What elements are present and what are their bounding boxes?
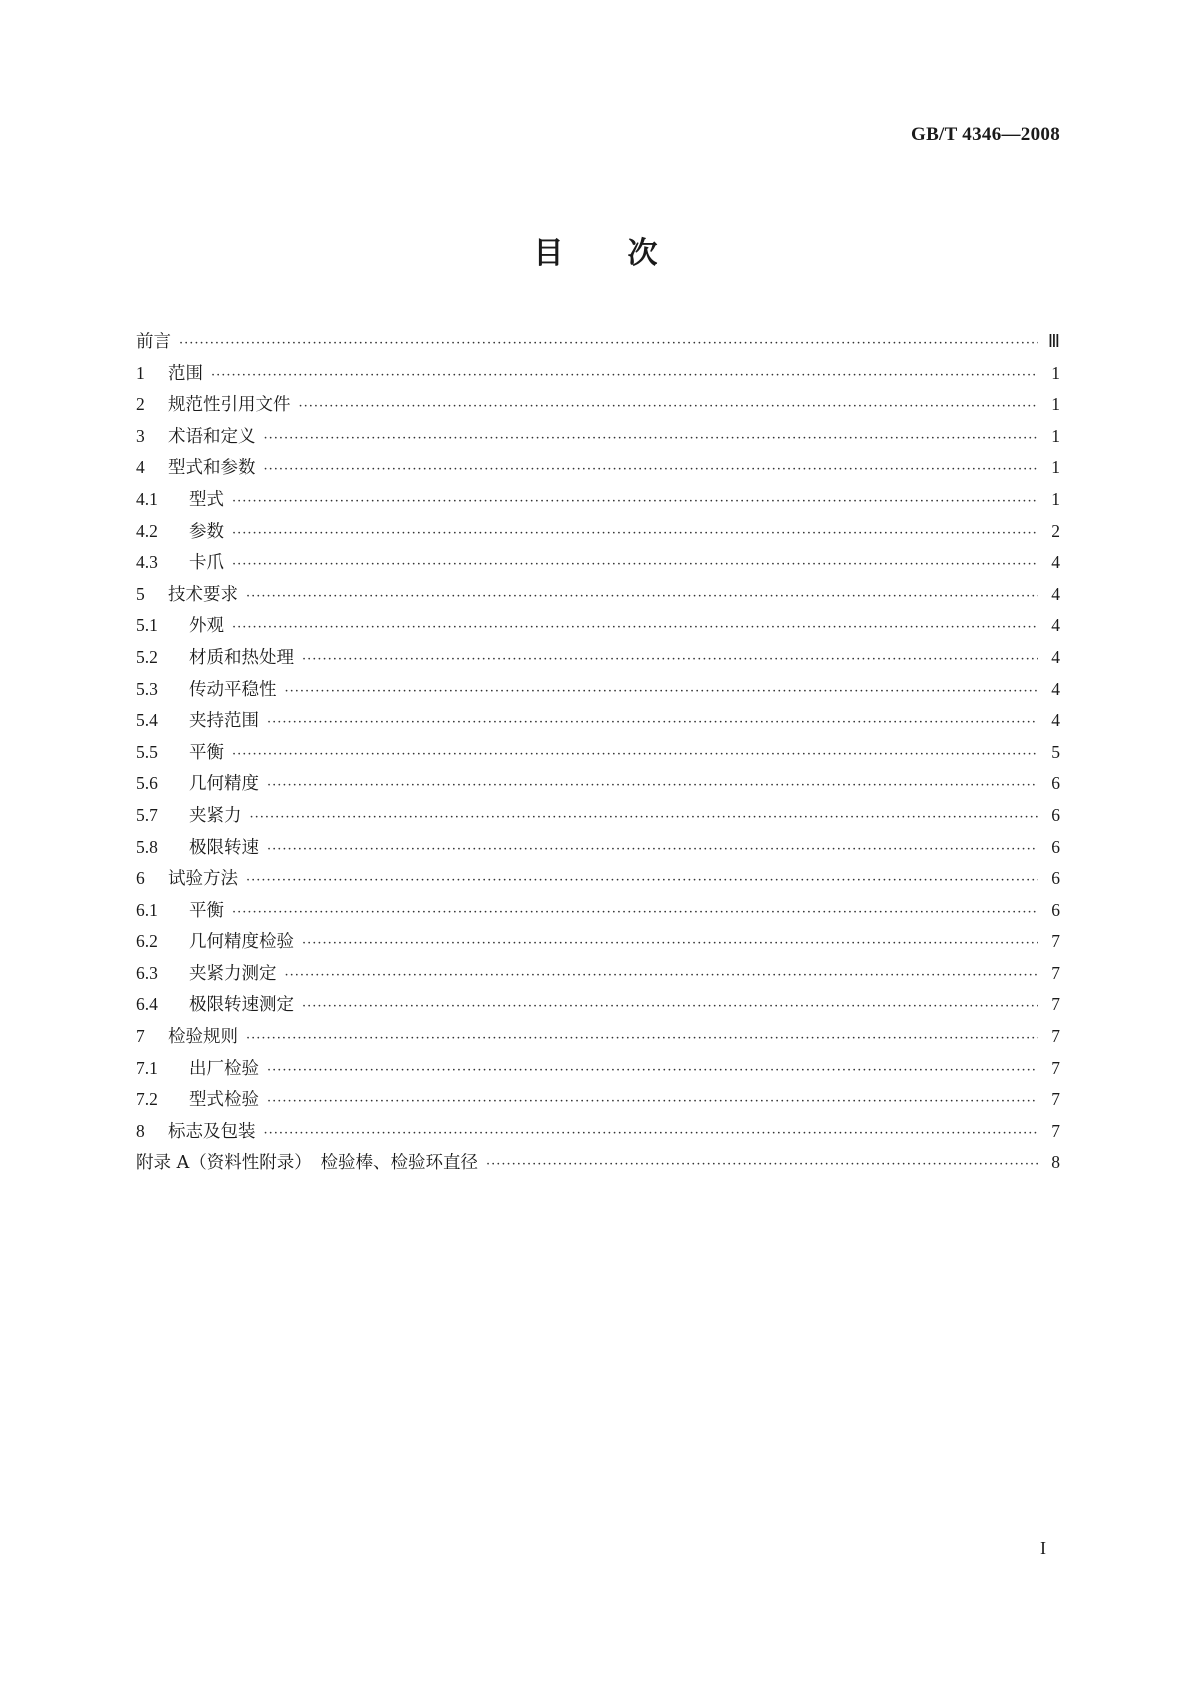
toc-entry-label: 几何精度 — [189, 774, 259, 795]
toc-entry-label: 参数 — [189, 521, 224, 542]
toc-entry-label: 术语和定义 — [168, 426, 256, 447]
toc-entry-page: 7 — [1051, 1026, 1060, 1047]
toc-entry-page: 2 — [1051, 520, 1060, 541]
toc-entry-page: 7 — [1051, 962, 1060, 983]
toc-entry-label: 型式和参数 — [168, 458, 256, 479]
toc-entry-label: 检验规则 — [168, 1027, 238, 1048]
toc-entry-number: 6.3 — [136, 962, 158, 983]
dot-leader — [285, 968, 1039, 983]
dot-leader — [232, 905, 1038, 920]
dot-leader — [246, 589, 1038, 604]
toc-entry-number: 5.5 — [136, 741, 158, 762]
toc-entry[interactable] — [136, 1118, 1060, 1150]
toc-entry-number: 8 — [136, 1120, 145, 1141]
toc-entry[interactable] — [136, 1149, 1060, 1181]
toc-entry-number: 4.2 — [136, 520, 158, 541]
dot-leader — [302, 936, 1038, 951]
toc-entry-number: 5 — [136, 583, 145, 604]
toc-entry-label: 平衡 — [189, 742, 224, 763]
toc-entry-page: 7 — [1051, 931, 1060, 952]
dot-leader — [264, 1126, 1039, 1141]
dot-leader — [267, 778, 1038, 793]
toc-entry[interactable] — [136, 1023, 1060, 1055]
title-char: 目 — [533, 236, 564, 271]
dot-leader — [179, 336, 1038, 351]
toc-entry-number: 5.7 — [136, 804, 158, 825]
dot-leader — [264, 462, 1039, 477]
toc-entry[interactable] — [136, 360, 1060, 392]
toc-entry-label: 夹持范围 — [189, 711, 259, 732]
dot-leader — [232, 494, 1038, 509]
toc-entry-label: 平衡 — [189, 900, 224, 921]
toc-entry-number: 4.3 — [136, 552, 158, 573]
dot-leader — [267, 1063, 1038, 1078]
toc-entry[interactable] — [136, 897, 1060, 929]
toc-entry-page: 6 — [1051, 868, 1060, 889]
toc-entry-number: 2 — [136, 394, 145, 415]
toc-entry-page: 7 — [1051, 1089, 1060, 1110]
toc-entry-page: 1 — [1051, 394, 1060, 415]
toc-entry-number: 5.1 — [136, 615, 158, 636]
toc-entry-page: 1 — [1051, 362, 1060, 383]
toc-entry-page: 6 — [1051, 773, 1060, 794]
toc-entry-label: 夹紧力测定 — [189, 963, 277, 984]
toc-entry[interactable] — [136, 707, 1060, 739]
dot-leader — [232, 747, 1038, 762]
toc-entry-page: 4 — [1051, 615, 1060, 636]
dot-leader — [486, 1157, 1038, 1172]
toc-entry[interactable] — [136, 770, 1060, 802]
toc-entry-label: 外观 — [189, 616, 224, 637]
toc-entry-label: 几何精度检验 — [189, 932, 294, 953]
toc-entry[interactable] — [136, 802, 1060, 834]
toc-entry[interactable] — [136, 865, 1060, 897]
toc-entry[interactable] — [136, 454, 1060, 486]
page-folio: I — [1040, 1538, 1046, 1558]
toc-entry-page: 7 — [1051, 1057, 1060, 1078]
toc-entry-number: 6.2 — [136, 931, 158, 952]
toc-entry[interactable] — [136, 423, 1060, 455]
dot-leader — [264, 431, 1039, 446]
toc-entry-number: 5.3 — [136, 678, 158, 699]
toc-entry-number: 5.6 — [136, 773, 158, 794]
toc-entry-page: 7 — [1051, 1120, 1060, 1141]
toc-entry-number: 4 — [136, 457, 145, 478]
toc-entry-page: Ⅲ — [1047, 331, 1060, 351]
toc-entry-label: 极限转速测定 — [189, 995, 294, 1016]
dot-leader — [285, 684, 1039, 699]
standard-number: GB/T 4346—2008 — [910, 124, 1060, 145]
dot-leader — [267, 842, 1038, 857]
page-title — [0, 228, 1191, 272]
dot-leader — [267, 1094, 1038, 1109]
toc-entry-label: 型式 — [189, 489, 224, 510]
dot-leader — [302, 652, 1038, 667]
toc-entry-label: 卡爪 — [189, 553, 224, 574]
toc-entry-page: 7 — [1051, 994, 1060, 1015]
toc-entry[interactable] — [136, 328, 1060, 360]
toc-entry-number: 7 — [136, 1026, 145, 1047]
dot-leader — [232, 526, 1038, 541]
toc-entry-label: 出厂检验 — [189, 1058, 259, 1079]
toc-entry-label: 标志及包装 — [168, 1121, 256, 1142]
toc-entry[interactable] — [136, 834, 1060, 866]
table-of-contents — [136, 328, 1060, 1181]
toc-entry-page: 8 — [1051, 1152, 1060, 1173]
toc-entry[interactable] — [136, 391, 1060, 423]
dot-leader — [267, 715, 1038, 730]
toc-entry[interactable] — [136, 612, 1060, 644]
toc-entry-number: 1 — [136, 362, 145, 383]
dot-leader — [246, 1031, 1038, 1046]
toc-entry[interactable] — [136, 1055, 1060, 1087]
dot-leader — [232, 620, 1038, 635]
toc-entry-page: 6 — [1051, 804, 1060, 825]
toc-entry-page: 1 — [1051, 488, 1060, 509]
toc-entry-label: 材质和热处理 — [189, 647, 294, 668]
toc-entry[interactable] — [136, 644, 1060, 676]
dot-leader — [250, 810, 1039, 825]
toc-entry-label: 范围 — [168, 363, 203, 384]
dot-leader — [302, 999, 1038, 1014]
toc-entry-page: 6 — [1051, 899, 1060, 920]
toc-entry-label: 前言 — [136, 332, 171, 352]
toc-entry-label: 试验方法 — [168, 869, 238, 890]
toc-entry-label: 附录 A（资料性附录） 检验棒、检验环直径 — [136, 1153, 478, 1174]
toc-entry-page: 4 — [1051, 710, 1060, 731]
dot-leader — [232, 557, 1038, 572]
toc-entry[interactable] — [136, 739, 1060, 771]
toc-entry-number: 3 — [136, 425, 145, 446]
toc-entry-page: 4 — [1051, 646, 1060, 667]
toc-entry[interactable] — [136, 991, 1060, 1023]
toc-entry-page: 5 — [1051, 741, 1060, 762]
toc-entry-number: 5.2 — [136, 646, 158, 667]
toc-entry[interactable] — [136, 486, 1060, 518]
toc-entry-number: 6 — [136, 868, 145, 889]
dot-leader — [211, 368, 1038, 383]
toc-entry-number: 6.4 — [136, 994, 158, 1015]
toc-entry-label: 技术要求 — [168, 584, 238, 605]
toc-entry-number: 7.1 — [136, 1057, 158, 1078]
toc-entry[interactable] — [136, 960, 1060, 992]
toc-entry-page: 6 — [1051, 836, 1060, 857]
toc-entry-label: 夹紧力 — [189, 805, 242, 826]
toc-entry-number: 6.1 — [136, 899, 158, 920]
dot-leader — [246, 873, 1038, 888]
toc-entry[interactable] — [136, 1086, 1060, 1118]
toc-entry-page: 1 — [1051, 425, 1060, 446]
toc-entry-page: 1 — [1051, 457, 1060, 478]
toc-entry-page: 4 — [1051, 678, 1060, 699]
toc-entry-label: 极限转速 — [189, 837, 259, 858]
toc-entry-page: 4 — [1051, 583, 1060, 604]
toc-entry[interactable] — [136, 676, 1060, 708]
toc-entry[interactable] — [136, 518, 1060, 550]
toc-entry[interactable] — [136, 928, 1060, 960]
dot-leader — [299, 399, 1039, 414]
toc-entry-number: 4.1 — [136, 488, 158, 509]
toc-entry-label: 传动平稳性 — [189, 679, 277, 700]
toc-entry-number: 5.4 — [136, 710, 158, 731]
toc-entry-page: 4 — [1051, 552, 1060, 573]
toc-entry[interactable] — [136, 549, 1060, 581]
toc-entry[interactable] — [136, 581, 1060, 613]
title-char: 次 — [627, 236, 658, 271]
toc-entry-label: 规范性引用文件 — [168, 395, 291, 416]
toc-entry-number: 7.2 — [136, 1089, 158, 1110]
toc-entry-number: 5.8 — [136, 836, 158, 857]
toc-entry-label: 型式检验 — [189, 1090, 259, 1111]
